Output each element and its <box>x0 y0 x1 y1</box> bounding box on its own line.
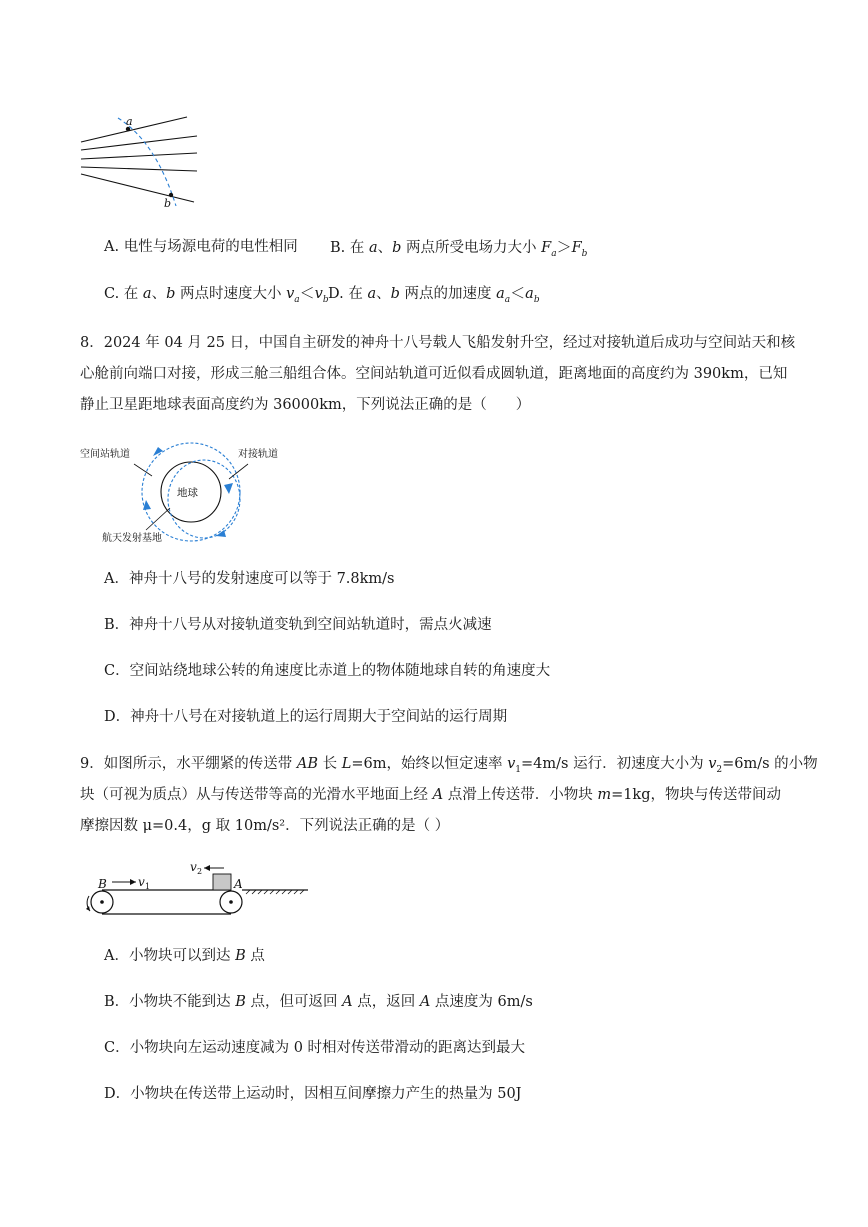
q9-option-a: A．小物块可以到达 B 点 <box>104 948 265 964</box>
label-A: A <box>234 877 243 891</box>
q8-option-c: C．空间站绕地球公转的角速度比赤道上的物体随地球自转的角速度大 <box>104 663 551 679</box>
q9-stem-line-2: 块（可视为质点）从与传送带等高的光滑水平地面上经 A 点滑上传送带．小物块 m=1kg，物块与传送带间动 <box>80 787 782 803</box>
q7-option-d: D. 在 a、b 两点的加速度 $a_a<a_b$ <box>328 284 540 305</box>
q8-option-d: D．神舟十八号在对接轨道上的运行周期大于空间站的运行周期 <box>104 709 508 725</box>
label-v2-sub: 2 <box>197 867 203 876</box>
q9-option-c: C．小物块向左运动速度减为 0 时相对传送带滑动的距离达到最大 <box>104 1040 526 1056</box>
q8-orbit-figure <box>78 440 298 550</box>
orbit-arrow <box>224 483 233 494</box>
label-v1: v <box>138 875 145 889</box>
q9-stem-line-1: 9．如图所示，水平绷紧的传送带 AB 长 L=6m，始终以恒定速率 $v_1=4m/s$ 运行．初速度大小为 $v_2=6m/s$ 的小物 <box>80 756 818 775</box>
orbit-arrow <box>153 447 163 456</box>
q9-conveyor-figure <box>76 858 312 920</box>
docking-orbit <box>168 460 240 538</box>
block <box>213 874 231 890</box>
q8-option-a: A．神舟十八号的发射速度可以等于 7.8km/s <box>104 571 395 587</box>
q7-option-a: A. 电性与场源电荷的电性相同 <box>104 239 298 255</box>
label-v1-sub: 1 <box>145 882 151 891</box>
field-line <box>81 174 194 202</box>
label-launch-base: 航天发射基地 <box>102 533 162 544</box>
label-docking-orbit: 对接轨道 <box>238 449 278 460</box>
label-v2: v <box>190 860 197 874</box>
q9-stem-line-3: 摩擦因数 μ=0.4，g 取 10m/s²．下列说法正确的是（ ） <box>80 818 450 834</box>
field-line <box>81 167 197 171</box>
label-earth: 地球 <box>177 487 198 499</box>
pointer-docking-orbit <box>229 464 248 479</box>
q8-option-b: B．神舟十八号从对接轨道变轨到空间站轨道时，需点火减速 <box>104 617 492 633</box>
q9-option-b: B．小物块不能到达 B 点，但可返回 A 点，返回 A 点速度为 6m/s <box>104 994 533 1010</box>
label-b: b <box>164 197 172 210</box>
label-a: a <box>126 115 133 128</box>
q8-stem: 8．2024 年 04 月 25 日，中国自主研发的神舟十八号载人飞船发射升空，经过对接轨道后成功与空间站天和核心舱前向端口对接，形成三舱三船组合体。空间站轨道可近似看成圆轨道，距离地面的高度约为 390km，已知静止卫星距地球表面高度约为 36000km，下列说法正确的是（ ） <box>80 335 796 413</box>
q7-option-b: B. 在 a、b 两点所受电场力大小 $F_a>F_b$ <box>330 238 588 259</box>
field-line <box>81 117 187 142</box>
q7-option-c: C. 在 a、b 两点时速度大小 $v_a<v_b$ <box>104 284 329 305</box>
field-line <box>81 153 197 159</box>
label-station-orbit: 空间站轨道 <box>80 449 130 460</box>
label-B: B <box>98 877 107 891</box>
q7-field-figure <box>76 112 202 210</box>
q9-option-d: D．小物块在传送带上运动时，因相互间摩擦力产生的热量为 50J <box>104 1086 522 1102</box>
